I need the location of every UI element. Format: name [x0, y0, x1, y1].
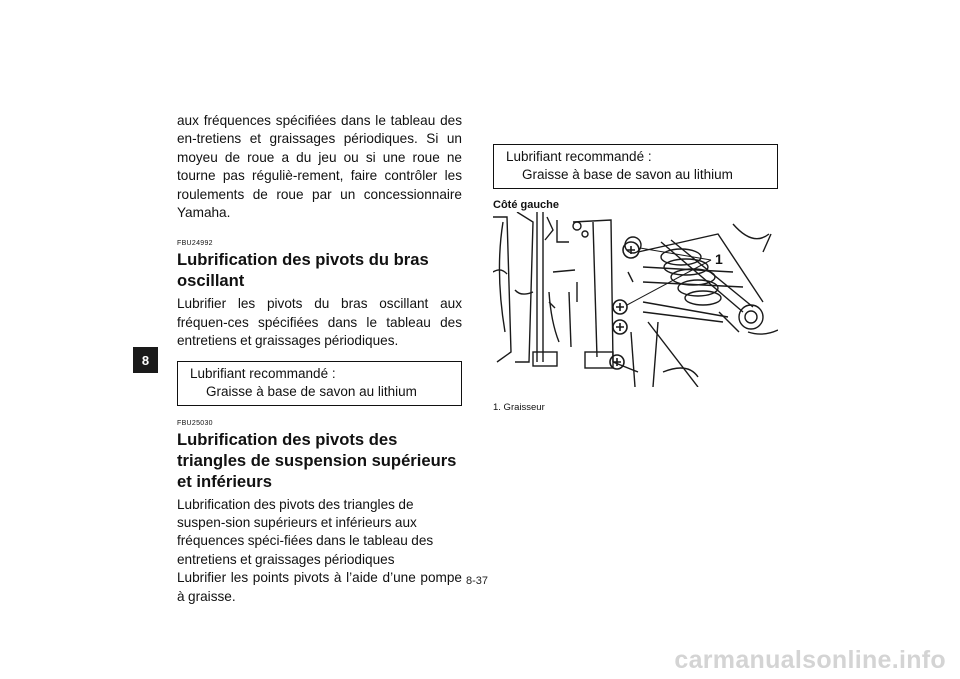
- suspension-illustration: [493, 212, 778, 387]
- chapter-tab: 8: [133, 347, 158, 373]
- right-column: [493, 112, 778, 413]
- callout-number: 1: [715, 251, 723, 267]
- section-code: FBU24992: [177, 240, 213, 248]
- lubricant-label: Lubrifiant recommandé :: [506, 149, 652, 164]
- lubricant-value: Graisse à base de savon au lithium: [522, 167, 733, 182]
- lubricant-box: [493, 144, 778, 189]
- figure-caption: 1. Graisseur: [493, 402, 545, 413]
- page-number: 8-37: [466, 575, 489, 587]
- section-code: FBU25030: [177, 419, 213, 427]
- lubricant-box: [177, 361, 462, 406]
- swingarm-paragraph: Lubrifier les pivots du bras oscillant aux fréquen-ces spécifiées dans le tableau des entretiens et graissages périodiques.: [177, 296, 462, 349]
- lubricant-value: Graisse à base de savon au lithium: [206, 383, 417, 399]
- section-title-swingarm: Lubrification des pivots du bras oscillant: [177, 250, 429, 291]
- left-column: [177, 112, 462, 606]
- section-title-arms: Lubrification des pivots des triangles de suspension supérieurs et inférieurs: [177, 429, 457, 491]
- figure-heading: Côté gauche: [493, 199, 560, 211]
- lubricant-label: Lubrifiant recommandé :: [190, 365, 336, 381]
- arms-paragraph: Lubrification des pivots des triangles de suspen-sion supérieurs et inférieurs aux fréquences spéci-fiées dans le tableau des entretiens et graissages périodiques: [177, 496, 434, 567]
- intro-paragraph: aux fréquences spécifiées dans le tableau des en-tretiens et graissages périodiques. Si un moyeu de roue a du jeu ou si une roue ne tourne pas réguliè-rement, faire contrôler les roulements de roue par un concessionnaire Yamaha.: [177, 113, 462, 221]
- watermark: carmanualsonline.info: [674, 646, 946, 674]
- arms-paragraph-2: Lubrifier les points pivots à l’aide d’une pompe à graisse.: [177, 570, 462, 604]
